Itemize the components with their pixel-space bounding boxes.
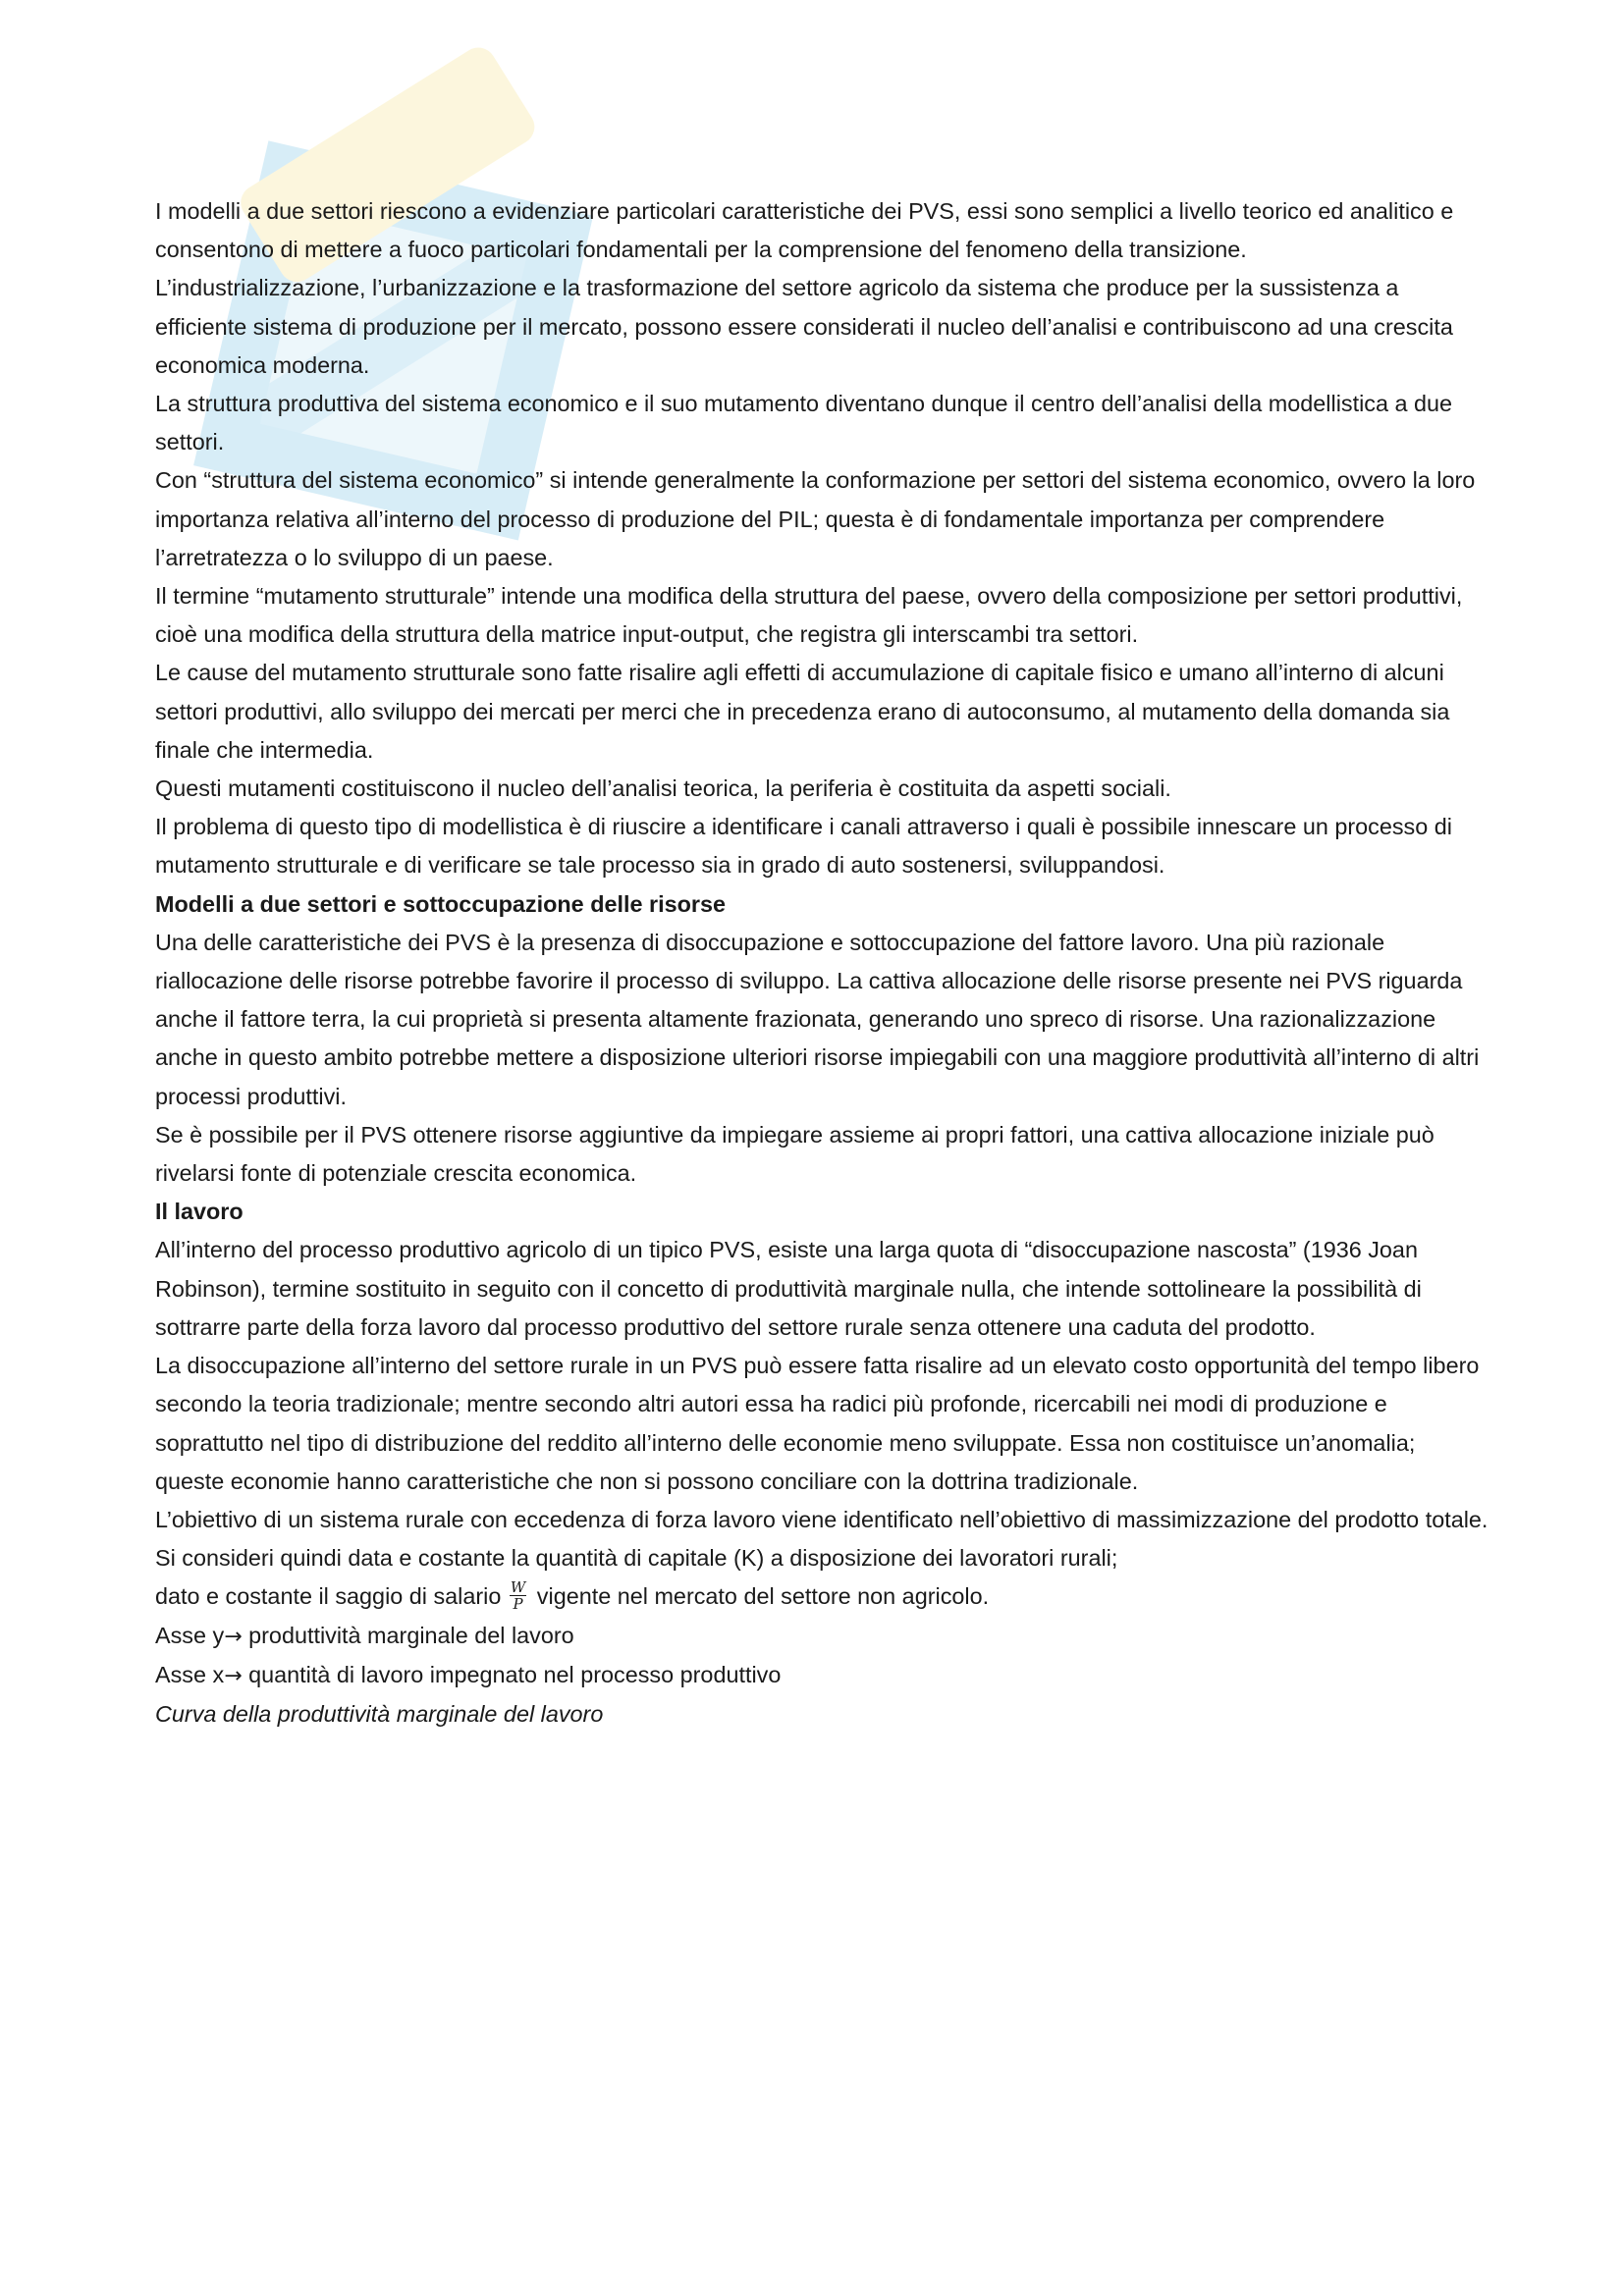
- wage-text-before: dato e costante il saggio di salario: [155, 1583, 508, 1610]
- wage-text-after: vigente nel mercato del settore non agricolo.: [530, 1583, 990, 1610]
- figure-caption: Curva della produttività marginale del lavoro: [155, 1700, 604, 1727]
- paragraph-mutamento-strutturale: Il termine “mutamento strutturale” intende una modifica della struttura del paese, ovvero della composizione per settori produttivi, cioè una modifica della struttura della matrice input-output, che registra gli interscambi tra settori.: [155, 583, 1463, 648]
- fraction-denominator: P: [513, 1594, 523, 1613]
- axis-y-line: [155, 1617, 1490, 1656]
- axis-x-line: [155, 1656, 1490, 1695]
- paragraph-cause-mutamento: Le cause del mutamento strutturale sono fatte risalire agli effetti di accumulazione di capitale fisico e umano all’interno di alcuni settori produttivi, allo sviluppo dei mercati per merci che in precedenza erano di autoconsumo, al mutamento della domanda sia finale che intermedia.: [155, 660, 1450, 763]
- wage-fraction: [510, 1579, 526, 1612]
- paragraph-risorse-aggiuntive: Se è possibile per il PVS ottenere risorse aggiuntive da impiegare assieme ai propri fattori, una cattiva allocazione iniziale può rivelarsi fonte di potenziale crescita economica.: [155, 1121, 1435, 1187]
- arrow-right-icon: →: [224, 1624, 243, 1649]
- paragraph-obiettivo-sistema-rurale: L’obiettivo di un sistema rurale con eccedenza di forza lavoro viene identificato nell’obiettivo di massimizzazione del prodotto totale.: [155, 1506, 1489, 1532]
- paragraph-struttura-produttiva: La struttura produttiva del sistema economico e il suo mutamento diventano dunque il centro dell’analisi della modellistica a due settori.: [155, 391, 1453, 455]
- section-heading-sottoccupazione: Modelli a due settori e sottoccupazione delle risorse: [155, 890, 727, 917]
- axis-x-description: quantità di lavoro impegnato nel processo produttivo: [242, 1661, 782, 1687]
- paragraph-intro: I modelli a due settori riescono a evidenziare particolari caratteristiche dei PVS, essi sono semplici a livello teorico ed analitico e consentono di mettere a fuoco particolari fondamentali per la comprensione del fenomeno della transizione.: [155, 198, 1454, 263]
- axis-y-description: produttività marginale del lavoro: [242, 1622, 574, 1648]
- paragraph-caratteristiche-pvs: Una delle caratteristiche dei PVS è la presenza di disoccupazione e sottoccupazione del fattore lavoro. Una più razionale riallocazione delle risorse potrebbe favorire il processo di sviluppo. La cattiva allocazione delle risorse presente nei PVS riguarda anche il fattore terra, la cui proprietà si presenta altamente frazionata, generando uno spreco di risorse. Una razionalizzazione anche in questo ambito potrebbe mettere a disposizione ulteriori risorse impiegabili con una maggiore produttività all’interno di altri processi produttivi.: [155, 929, 1480, 1109]
- paragraph-disoccupazione-nascosta: All’interno del processo produttivo agricolo di un tipico PVS, esiste una larga quota di “disoccupazione nascosta” (1936 Joan Robinson), termine sostituito in seguito con il concetto di produttività marginale nulla, che intende sottolineare la possibilità di sottrarre parte della forza lavoro dal processo produttivo del settore rurale senza ottenere una caduta del prodotto.: [155, 1237, 1422, 1340]
- paragraph-disoccupazione-rurale: La disoccupazione all’interno del settore rurale in un PVS può essere fatta risalire ad un elevato costo opportunità del tempo libero secondo la teoria tradizionale; mentre secondo altri autori essa ha radici più profonde, ricercabili nei modi di produzione e soprattutto nel tipo di distribuzione del reddito all’interno delle economie meno sviluppate. Essa non costituisce un’anomalia; queste economie hanno caratteristiche che non si possono conciliare con la dottrina tradizionale.: [155, 1353, 1480, 1494]
- section-heading-lavoro: Il lavoro: [155, 1199, 244, 1225]
- axis-y-label: Asse y: [155, 1622, 225, 1648]
- paragraph-problema-modellistica: Il problema di questo tipo di modellistica è di riuscire a identificare i canali attraverso i quali è possibile innescare un processo di mutamento strutturale e di verificare se tale processo sia in grado di auto sostenersi, sviluppandosi.: [155, 814, 1452, 879]
- arrow-right-icon: →: [224, 1663, 243, 1688]
- document-body: [155, 192, 1490, 1734]
- paragraph-industrializzazione: L’industrializzazione, l’urbanizzazione e la trasformazione del settore agricolo da sistema che produce per la sussistenza a efficiente sistema di produzione per il mercato, possono essere considerati il nucleo dell’analisi e contribuiscono ad una crescita economica moderna.: [155, 275, 1453, 378]
- axis-x-label: Asse x: [155, 1661, 225, 1687]
- fraction-numerator: W: [510, 1577, 526, 1596]
- paragraph-saggio-salario: [155, 1577, 1490, 1616]
- paragraph-capitale-costante: Si consideri quindi data e costante la quantità di capitale (K) a disposizione dei lavoratori rurali;: [155, 1545, 1118, 1572]
- paragraph-struttura-sistema: Con “struttura del sistema economico” si intende generalmente la conformazione per settori del sistema economico, ovvero la loro importanza relativa all’interno del processo di produzione del PIL; questa è di fondamentale importanza per comprendere l’arretratezza o lo sviluppo di un paese.: [155, 467, 1476, 570]
- paragraph-nucleo-analisi: Questi mutamenti costituiscono il nucleo dell’analisi teorica, la periferia è costituita da aspetti sociali.: [155, 775, 1171, 802]
